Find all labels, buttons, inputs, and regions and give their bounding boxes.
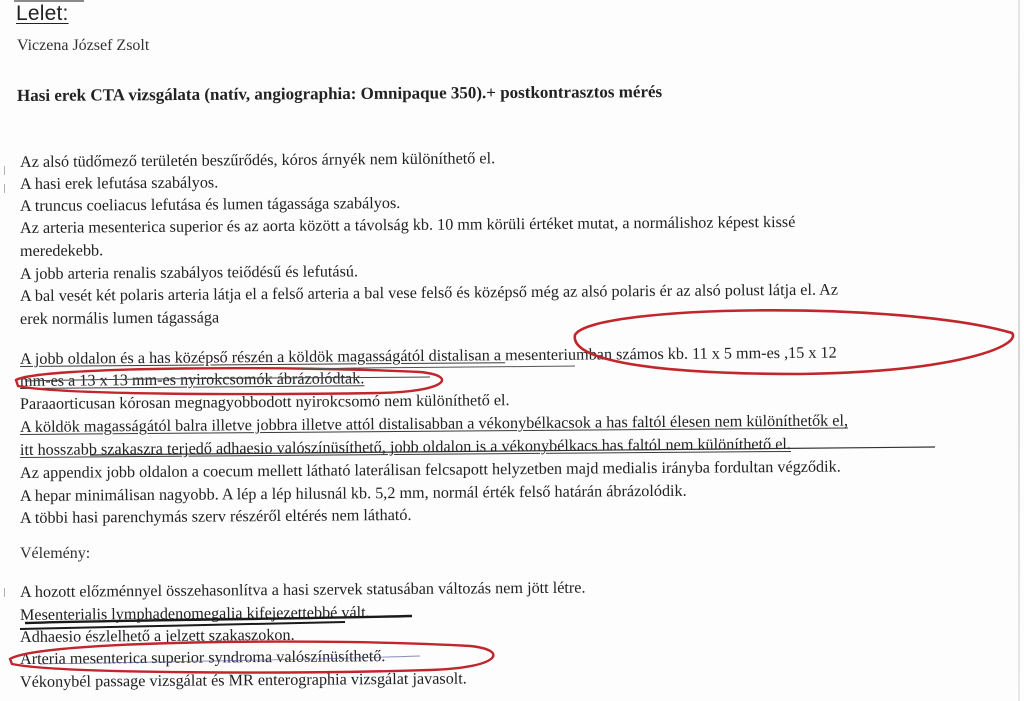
highlighted-lymph-size-text: mm-es a 13 x 13 mm-es nyirokcsomók ábrázolódtak. <box>19 369 365 390</box>
finding-line: Paraaorticusan kórosan megnagyobbodott nyirokcsomó nem különíthető el. <box>19 391 510 413</box>
finding-line: A bal vesét két polaris arteria látja el a felső arteria a bal vese felső és középső még az alsó polaris ér az alsó polust látja el. Az <box>19 280 839 305</box>
lymph-node-finding-line-1 <box>20 344 837 369</box>
finding-line <box>20 411 848 437</box>
finding-line: A jobb arteria renalis szabályos teiődésű és lefutású. <box>19 262 359 283</box>
finding-line: meredekebb. <box>19 241 104 260</box>
finding-line: A többi hasi parenchymás szerv részéről eltérés nem látható. <box>19 505 412 527</box>
underlined-conclusion: Mesenterialis lymphadenomegalia kifejezettebbé vált. <box>19 603 370 624</box>
opinion-line: Adhaesio észlelhető a jelzett szakaszokon. <box>19 625 295 646</box>
exam-title: Hasi erek CTA vizsgálata (natív, angiographia: Omnipaque 350).+ postkontrasztos mérés <box>16 82 663 105</box>
underlined-text: A jobb oldalon és a has középső részén a köldök magasságától distalisan a <box>19 346 506 368</box>
scan-margin-tick <box>4 588 5 597</box>
opinion-heading: Vélemény: <box>20 545 91 562</box>
finding-line: erek normális lumen tágassága <box>19 308 220 328</box>
lymph-node-finding-line-2 <box>20 369 364 391</box>
finding-line: Az appendix jobb oldalon a coecum mellett látható laterálisan felcsapott helyzetben majd medialis irányba fordultan végződik. <box>19 457 841 482</box>
scan-page-edge <box>1018 0 1020 701</box>
finding-line <box>20 435 791 460</box>
document-title: Lelet: <box>16 2 69 25</box>
opinion-line <box>20 603 370 625</box>
finding-line: A hepar minimálisan nagyobb. A lép a lép hilusnál kb. 5,2 mm, normál érték felső határán ábrázolódik. <box>19 481 687 505</box>
finding-line: Az alsó tüdőmező területén beszűrődés, kóros árnyék nem különíthető el. <box>19 149 496 171</box>
opinion-line: A hozott előzménnyel összehasonlítva a hasi szervek statusában változás nem jött létre. <box>19 578 586 601</box>
finding-line: A truncus coeliacus lefutása és lumen tágassága szabályos. <box>19 194 401 215</box>
finding-line: Az arteria mesenterica superior és az aorta között a távolság kb. 10 mm körüli értéket mutat, a normálishoz képest kissé <box>19 212 796 237</box>
opinion-line: Arteria mesenterica superior syndroma valószínüsíthető. <box>19 647 386 668</box>
finding-line: A hasi erek lefutása szabályos. <box>19 173 219 193</box>
underlined-text: A köldök magasságától balra illetve jobbra illetve attól distalisabban a vékonybélkacsok a has faltól élesen nem különíthetők el, <box>19 411 849 436</box>
opinion-line: Vékonybél passage vizsgálat és MR enterographia vizsgálat javasolt. <box>19 669 467 691</box>
patient-name: Viczena József Zsolt <box>17 37 150 54</box>
scan-margin-tick <box>4 166 5 175</box>
underlined-text: itt hosszabb szakaszra terjedő adhaesio valószínüsíthető, jobb oldalon is a vékonybélkacs has faltól nem különíthető el. <box>19 434 792 459</box>
scan-margin-tick <box>4 184 5 193</box>
red-ellipse-annotation <box>575 310 1013 374</box>
highlighted-lymph-size-text: mesenteriumban számos kb. 11 x 5 mm-es ,15 x 12 <box>504 343 837 365</box>
